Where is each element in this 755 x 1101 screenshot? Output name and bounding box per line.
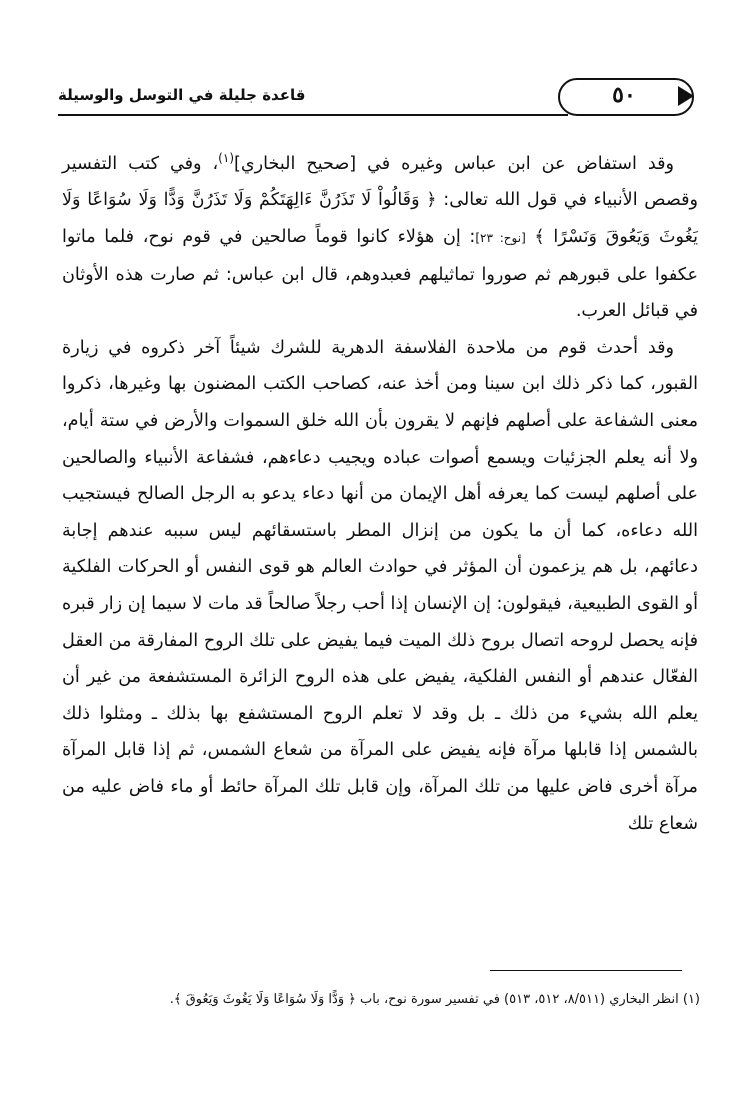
main-text (62, 140, 698, 842)
running-header (58, 78, 698, 118)
footnote-quran: ﴿ وَدًّا وَلَا سُوَاعًا وَلَا يَغُوثَ وَيَعُوقَ ﴾ (173, 992, 356, 1007)
paragraph-1 (62, 140, 698, 330)
header-rule (58, 114, 568, 116)
footnote-number: (١) (682, 992, 700, 1007)
footnote-end: . (169, 992, 174, 1007)
footnote-text: انظر البخاري (٨/٥١١، ٥١٢، ٥١٣) في تفسير سورة نوح، باب (360, 992, 679, 1007)
paragraph-1-part-c: : إن هؤلاء كانوا قوماً صالحين في قوم نوح، فلما ماتوا عكفوا على قبورهم ثم صوروا تماثيلهم فعبدوهم، قال ابن عباس: ثم صارت هذه الأوثان في قبائل العرب. (62, 227, 698, 322)
verse-reference: [نوح: ٢٣] (475, 231, 526, 246)
footnote (60, 988, 700, 1012)
page-number: ٥٠ (612, 82, 636, 108)
paragraph-1-part-b: ، وفي كتب التفسير وقصص الأنبياء في قول الله تعالى: (62, 153, 699, 211)
paragraph-2: وقد أحدث قوم من ملاحدة الفلاسفة الدهرية للشرك شيئاً آخر ذكروه في زيارة القبور، كما ذكر ذلك ابن سينا ومن أخذ عنه، كصاحب الكتب المضنون بها وغيرها، ذكروا معنى الشفاعة على أصلهم فإنهم لا يقرون بأن الله خلق السموات والأرض في ستة أيام، ولا أنه يعلم الجزئيات ويسمع أصوات عباده ويجيب دعاءهم، فشفاعة الأنبياء والصالحين على أصلهم ليست كما يعرفه أهل الإيمان من أنها دعاء يدعو به الرجل الصالح فيستجيب الله دعاءه، كما أن ما يكون من إنزال المطر باستسقائهم ليس سببه عندهم إجابة دعائهم، بل هم يزعمون أن المؤثر في حوادث العالم هو قوى النفس أو الحركات الفلكية أو القوى الطبيعية، فيقولون: إن الإنسان إذا أحب رجلاً صالحاً قد مات لا سيما إن زار قبره فإنه يحصل لروحه اتصال بروح ذلك الميت فيما يفيض على تلك الروح المفارقة من العقل الفعّال عندهم أو النفس الفلكية، يفيض على هذه الروح الزائرة المستشفعة من غير أن يعلم الله بشيء من ذلك ـ بل وقد لا تعلم الروح المستشفع بها بذلك ـ ومثلوا ذلك بالشمس إذا قابلها مرآة فإنه يفيض على المرآة من شعاع الشمس، ثم إذا قابل المرآة مرآة أخرى فاض عليها من تلك المرآة، وإن قابل تلك المرآة حائط أو ماء فاض عليه من شعاع تلك (62, 337, 698, 834)
quran-verse: ﴿ وَقَالُواْ لَا تَذَرُنَّ ءَالِهَتَكُمْ وَلَا تَذَرُنَّ وَدًّا وَلَا سُوَاعًا وَلَا يَغُوثَ وَيَعُوقَ وَنَسْرًا ﴾ (62, 190, 698, 248)
badge-arrow-icon (674, 84, 698, 108)
paragraph-1-part-a: وقد استفاض عن ابن عباس وغيره في [صحيح البخاري] (234, 153, 674, 174)
footnote-marker: (١) (218, 151, 234, 165)
footnote-rule (490, 970, 682, 971)
running-title: قاعدة جليلة في التوسل والوسيلة (58, 86, 306, 104)
